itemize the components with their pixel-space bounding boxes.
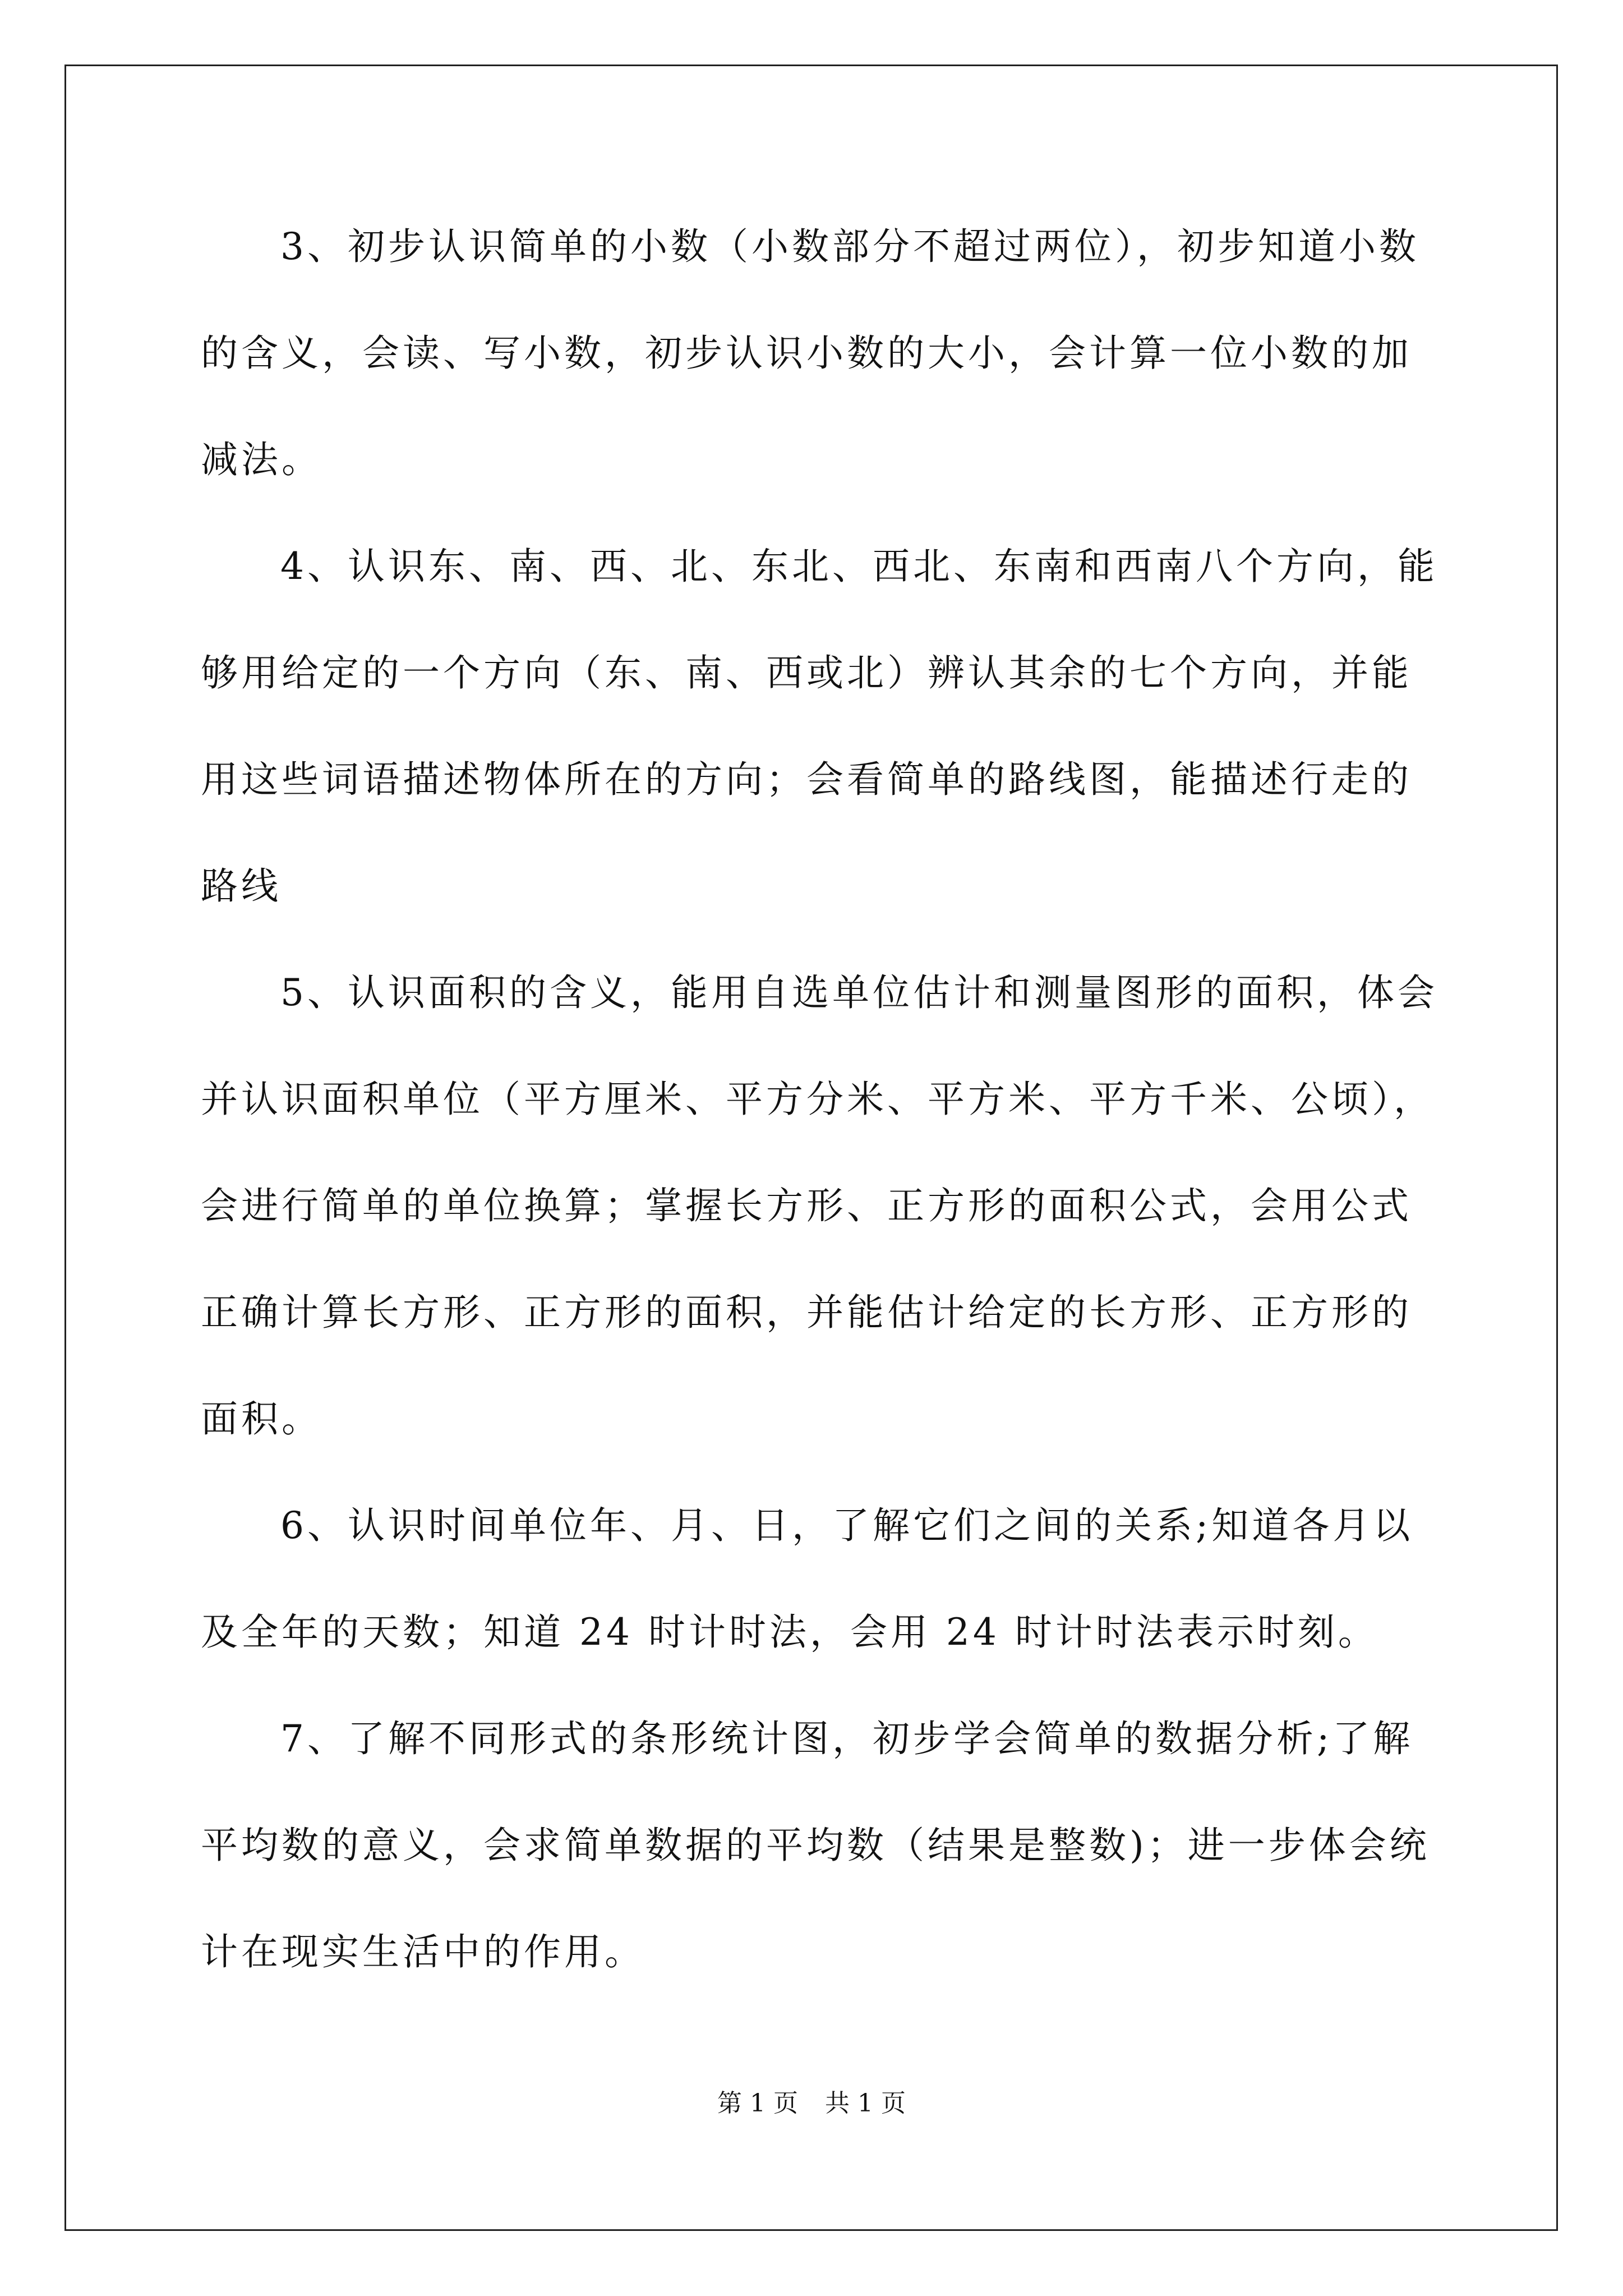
paragraph-7-line-3: 计在现实生活中的作用。 xyxy=(201,1930,645,1973)
page-number: 第 1 页 xyxy=(717,2089,798,2118)
paragraph-5-line-1: 5、认识面积的含义，能用自选单位估计和测量图形的面积，体会 xyxy=(280,971,1438,1014)
page-border xyxy=(64,65,1558,2231)
paragraph-6-line-2: 及全年的天数；知道 24 时计时法，会用 24 时计时法表示时刻。 xyxy=(201,1611,1378,1654)
paragraph-4-line-3: 用这些词语描述物体所在的方向；会看简单的路线图，能描述行走的 xyxy=(201,758,1412,801)
paragraph-5-line-2: 并认识面积单位（平方厘米、平方分米、平方米、平方千米、公顷）， xyxy=(201,1078,1434,1121)
paragraph-4-line-2: 够用给定的一个方向（东、南、西或北）辨认其余的七个方向，并能 xyxy=(201,651,1412,694)
paragraph-7-line-2: 平均数的意义，会求简单数据的平均数（结果是整数)；进一步体会统 xyxy=(201,1824,1430,1867)
paragraph-4-line-4: 路线 xyxy=(201,864,282,908)
paragraph-3-line-2: 的含义，会读、写小数，初步认识小数的大小，会计算一位小数的加 xyxy=(201,332,1412,375)
paragraph-7-line-1: 7、了解不同形式的条形统计图，初步学会简单的数据分析;了解 xyxy=(280,1717,1414,1760)
paragraph-3-line-3: 减法。 xyxy=(201,438,322,481)
paragraph-6-line-1: 6、认识时间单位年、月、日，了解它们之间的关系;知道各月以 xyxy=(280,1504,1414,1547)
page-footer xyxy=(0,2087,1623,2120)
page-total: 共 1 页 xyxy=(825,2089,906,2118)
paragraph-3-line-1: 3、初步认识简单的小数（小数部分不超过两位），初步知道小数 xyxy=(280,225,1419,268)
paragraph-4-line-1: 4、认识东、南、西、北、东北、西北、东南和西南八个方向，能 xyxy=(280,545,1438,588)
paragraph-5-line-4: 正确计算长方形、正方形的面积，并能估计给定的长方形、正方形的 xyxy=(201,1291,1412,1334)
paragraph-5-line-3: 会进行简单的单位换算；掌握长方形、正方形的面积公式，会用公式 xyxy=(201,1184,1412,1227)
paragraph-5-line-5: 面积。 xyxy=(201,1397,322,1441)
